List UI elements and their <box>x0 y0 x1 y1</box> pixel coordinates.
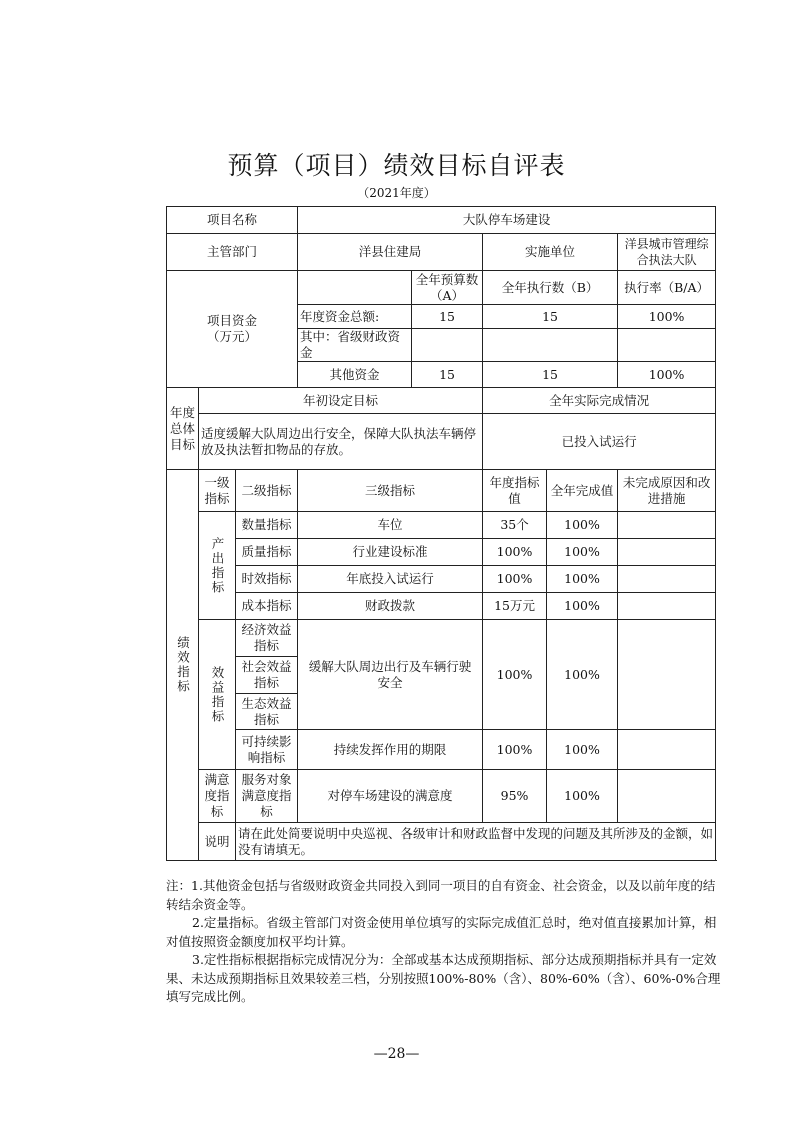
output-target: 100% <box>483 539 547 566</box>
satis-label: 满意度指标 <box>199 770 236 823</box>
page-subtitle: （2021年度） <box>357 186 436 200</box>
funds-row-budget: 15 <box>412 362 483 388</box>
output-l3: 车位 <box>298 512 483 539</box>
benefit-label <box>199 620 236 770</box>
output-reason <box>618 539 716 566</box>
funds-row-exec <box>483 329 618 362</box>
benefit-sust-l3: 持续发挥作用的期限 <box>298 730 483 770</box>
output-actual: 100% <box>547 512 618 539</box>
ind-h1: 一级指标 <box>199 470 236 512</box>
funds-row-budget <box>412 329 483 362</box>
goals-actual-text: 已投入试运行 <box>483 414 716 470</box>
output-l2: 时效指标 <box>236 566 298 593</box>
benefit-label-text: 效益指标 <box>210 665 225 724</box>
benefit-social-l3: 缓解大队周边出行及车辆行驶安全 <box>298 620 483 730</box>
funds-col-rate: 执行率（B/A） <box>618 271 716 305</box>
ind-h5: 全年完成值 <box>547 470 618 512</box>
explain-text: 请在此处简要说明中央巡视、各级审计和财政监督中发现的问题及其所涉及的金额，如没有请填无。 <box>236 823 716 861</box>
benefit-econ-l2: 经济效益指标 <box>236 620 298 657</box>
funds-row-label: 其中：省级财政资金 <box>298 329 412 362</box>
benefit-social-target: 100% <box>483 620 547 730</box>
funds-row-budget: 15 <box>412 305 483 329</box>
benefit-social-reason <box>618 620 716 730</box>
satis-target: 95% <box>483 770 547 823</box>
output-l2: 数量指标 <box>236 512 298 539</box>
note-1: 注：1.其他资金包括与省级财政资金共同投入到同一项目的自有资金、社会资金，以及以前年度的结转结余资金等。 <box>166 878 716 912</box>
indicators-label <box>167 470 199 861</box>
page-number: —28— <box>373 1046 420 1062</box>
output-l2: 成本指标 <box>236 593 298 620</box>
output-actual: 100% <box>547 593 618 620</box>
note-2: 2.定量指标。省级主管部门对资金使用单位填写的实际完成值汇总时，绝对值直接累加计算，相对值按照资金额度加权平均计算。 <box>166 915 717 949</box>
funds-row-label: 其他资金 <box>298 362 412 388</box>
benefit-sust-reason <box>618 730 716 770</box>
satis-reason <box>618 770 716 823</box>
benefit-sust-l2: 可持续影响指标 <box>236 730 298 770</box>
funds-label <box>167 271 298 388</box>
project-name-value: 大队停车场建设 <box>298 207 716 234</box>
self-evaluation-table <box>166 206 716 861</box>
output-l3: 行业建设标准 <box>298 539 483 566</box>
satis-actual: 100% <box>547 770 618 823</box>
ind-h2: 二级指标 <box>236 470 298 512</box>
funds-row-rate <box>618 329 716 362</box>
explain-label: 说明 <box>199 823 236 861</box>
output-target: 100% <box>483 566 547 593</box>
funds-row-rate: 100% <box>618 305 716 329</box>
benefit-social-actual: 100% <box>547 620 618 730</box>
output-actual: 100% <box>547 539 618 566</box>
project-name-label: 项目名称 <box>167 207 298 234</box>
satis-l3: 对停车场建设的满意度 <box>298 770 483 823</box>
benefit-sust-actual: 100% <box>547 730 618 770</box>
output-target: 15万元 <box>483 593 547 620</box>
output-reason <box>618 512 716 539</box>
unit-label: 实施单位 <box>483 234 618 271</box>
output-l3: 年底投入试运行 <box>298 566 483 593</box>
output-label-text: 产出指标 <box>210 536 225 595</box>
dept-value: 洋县住建局 <box>298 234 483 271</box>
goals-set-text: 适度缓解大队周边出行安全，保障大队执法车辆停放及执法暂扣物品的存放。 <box>199 414 483 470</box>
output-actual: 100% <box>547 566 618 593</box>
output-l3: 财政拨款 <box>298 593 483 620</box>
goals-label: 年度总体目标 <box>167 388 199 470</box>
ind-h3: 三级指标 <box>298 470 483 512</box>
funds-row-exec: 15 <box>483 362 618 388</box>
funds-label-text: 项目资金（万元） <box>207 313 258 344</box>
funds-row-rate: 100% <box>618 362 716 388</box>
indicators-label-text: 绩效指标 <box>175 636 191 694</box>
benefit-social-l2: 社会效益指标 <box>236 657 298 694</box>
benefit-sust-target: 100% <box>483 730 547 770</box>
footnotes <box>166 877 726 1007</box>
ind-h4: 年度指标值 <box>483 470 547 512</box>
output-label <box>199 512 236 620</box>
funds-row-exec: 15 <box>483 305 618 329</box>
funds-row-label: 年度资金总额: <box>298 305 412 329</box>
benefit-eco-l2: 生态效益指标 <box>236 694 298 730</box>
funds-col-exec: 全年执行数（B） <box>483 271 618 305</box>
output-reason <box>618 593 716 620</box>
goals-set-header: 年初设定目标 <box>199 388 483 414</box>
dept-label: 主管部门 <box>167 234 298 271</box>
note-3: 3.定性指标根据指标完成情况分为：全部或基本达成预期指标、部分达成预期指标并具有一定效果、未达成预期指标且效果较差三档，分别按照100%-80%（含）、80%-60%（含）、60%-0%合理填写完成比例。 <box>166 952 721 1004</box>
funds-col-budget: 全年预算数（A） <box>412 271 483 305</box>
satis-l2: 服务对象满意度指标 <box>236 770 298 823</box>
funds-blank-cell <box>298 271 412 305</box>
output-target: 35个 <box>483 512 547 539</box>
goals-actual-header: 全年实际完成情况 <box>483 388 716 414</box>
output-l2: 质量指标 <box>236 539 298 566</box>
page-title: 预算（项目）绩效目标自评表 <box>227 151 566 180</box>
unit-value: 洋县城市管理综合执法大队 <box>618 234 716 271</box>
ind-h6: 未完成原因和改进措施 <box>618 470 716 512</box>
output-reason <box>618 566 716 593</box>
